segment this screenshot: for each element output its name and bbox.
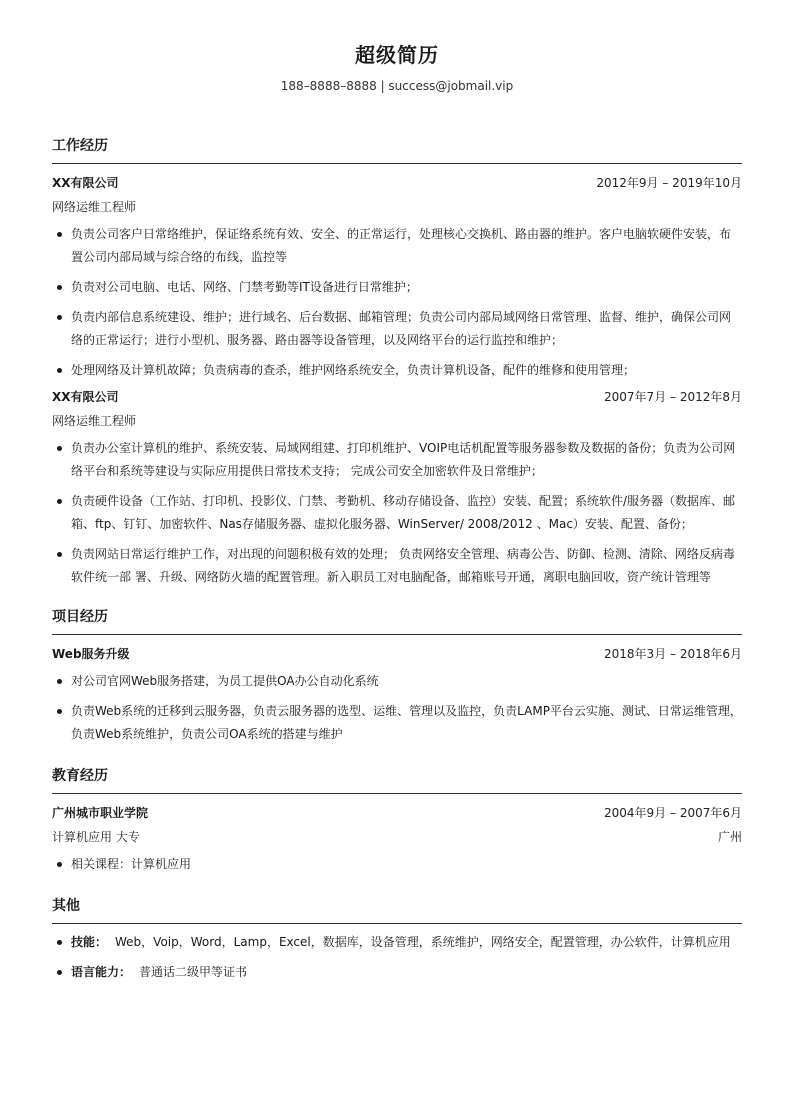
education-entry: [52, 804, 742, 876]
bullet-list: [52, 853, 742, 876]
bullet-list: [52, 670, 742, 746]
project-entry: [52, 645, 742, 746]
section-title-projects: 项目经历: [52, 607, 742, 635]
bullet-item: 负责硬件设备（工作站、打印机、投影仪、门禁、考勤机、移动存储设备、监控）安装、配置；系统软件/服务器（数据库、邮箱、ftp、钉钉、加密软件、Nas存储服务器、虚拟化服务器、WinServer/ 2008/2012 、Mac）安装、配置、备份；: [52, 490, 742, 536]
school-location: 广州: [717, 830, 742, 844]
school-name: 广州城市职业学院: [52, 806, 149, 820]
work-entry: [52, 388, 742, 589]
language-value: 普通话二级甲等证书: [139, 965, 248, 979]
work-entry: [52, 174, 742, 382]
section-title-work: 工作经历: [52, 136, 742, 164]
job-role: 网络运维工程师: [52, 200, 137, 214]
bullet-list: [52, 437, 742, 589]
project-section: [52, 607, 742, 746]
company-name: XX有限公司: [52, 390, 119, 404]
resume-name: 超级简历: [355, 43, 439, 67]
bullet-list: [52, 223, 742, 382]
section-title-education: 教育经历: [52, 766, 742, 794]
bullet-item: 负责公司客户日常络维护，保证络系统有效、安全、的正常运行，处理核心交换机、路由器的维护。客户电脑软硬件安装，布置公司内部局域与综合络的布线，监控等: [52, 223, 742, 269]
education-section: [52, 766, 742, 876]
bullet-item: 相关课程：计算机应用: [52, 853, 742, 876]
skills-item: [52, 931, 742, 954]
entry-date: 2018年3月 – 2018年6月: [604, 647, 742, 661]
bullet-item: 对公司官网Web服务搭建，为员工提供OA办公自动化系统: [52, 670, 742, 693]
work-section: [52, 136, 742, 589]
bullet-item: 负责网站日常运行维护工作，对出现的问题积极有效的处理； 负责网络安全管理、病毒公告、防御、检测、清除、网络反病毒软件统一部 署、升级、网络防火墙的配置管理。新入职员工对电脑配备，邮箱账号开通，离职电脑回收，资产统计管理等: [52, 543, 742, 589]
project-name: Web服务升级: [52, 647, 130, 661]
entry-date: 2007年7月 – 2012年8月: [604, 390, 742, 404]
entry-date: 2012年9月 – 2019年10月: [596, 176, 742, 190]
bullet-list: [52, 931, 742, 984]
major-degree: 计算机应用 大专: [52, 830, 140, 844]
contact-info: 188–8888–8888 | success@jobmail.vip: [280, 79, 514, 93]
job-role: 网络运维工程师: [52, 414, 137, 428]
bullet-item: 负责内部信息系统建设、维护；进行域名、后台数据、邮箱管理；负责公司内部局域网络日常管理、监督、维护，确保公司网络的正常运行；进行小型机、服务器、路由器等设备管理，以及网络平台的运行监控和维护；: [52, 306, 742, 352]
entry-date: 2004年9月 – 2007年6月: [604, 806, 742, 820]
bullet-item: 负责Web系统的迁移到云服务器，负责云服务器的选型、运维、管理以及监控，负责LAMP平台云实施、测试、日常运维管理，负责Web系统维护，负责公司OA系统的搭建与维护: [52, 700, 742, 746]
bullet-item: 负责对公司电脑、电话、网络、门禁考勤等IT设备进行日常维护；: [52, 276, 742, 299]
company-name: XX有限公司: [52, 176, 119, 190]
section-title-other: 其他: [52, 896, 742, 924]
language-label: 语言能力：: [71, 965, 132, 979]
language-item: [52, 961, 742, 984]
other-section: [52, 896, 742, 984]
bullet-item: 处理网络及计算机故障；负责病毒的查杀，维护网络系统安全，负责计算机设备，配件的维修和使用管理；: [52, 359, 742, 382]
bullet-item: 负责办公室计算机的维护、系统安装、局域网组建、打印机维护、VOIP电话机配置等服务器参数及数据的备份；负责为公司网络平台和系统等建设与实际应用提供日常技术支持； 完成公司安全加密软件及日常维护；: [52, 437, 742, 483]
resume-page: [52, 0, 742, 984]
skills-label: 技能：: [71, 935, 108, 949]
skills-value: Web，Voip，Word，Lamp，Excel，数据库，设备管理，系统维护，网络安全，配置管理，办公软件，计算机应用: [115, 935, 731, 949]
